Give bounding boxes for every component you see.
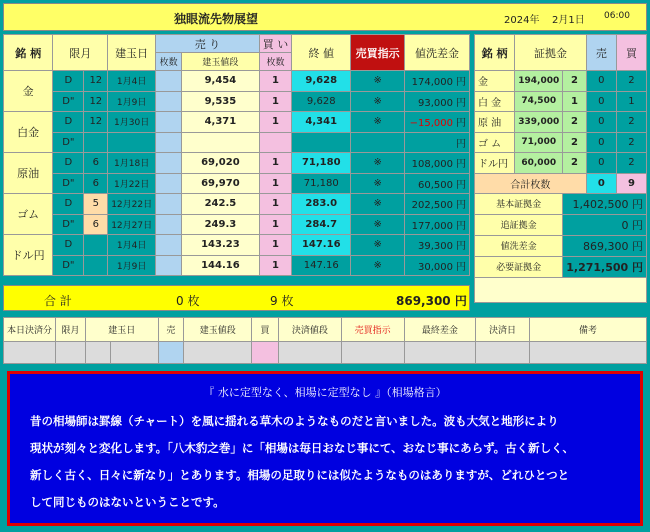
summary-value: 1,271,500 円 <box>563 256 647 277</box>
row-sell-count <box>156 255 182 276</box>
row-order: ※ <box>351 91 405 112</box>
summary-row <box>475 235 647 256</box>
row-order: ※ <box>351 235 405 256</box>
row-diff <box>405 132 470 153</box>
settle-header: 備考 <box>529 318 646 342</box>
side-total-sell: 0 <box>586 173 616 193</box>
side-total-label: 合計枚数 <box>475 173 587 193</box>
summary-label: 基本証拠金 <box>475 193 563 214</box>
row-date: 1月22日 <box>108 173 156 194</box>
side-header-margin: 証拠金 <box>515 35 587 71</box>
position-row <box>4 112 470 133</box>
row-close: 9,628 <box>292 71 351 92</box>
settle-header: 本日決済分 <box>4 318 56 342</box>
margin-sell: 0 <box>586 132 616 153</box>
row-diff-value: 30,000 <box>418 261 453 273</box>
row-price: 69,020 <box>182 153 260 174</box>
settle-cell[interactable] <box>252 342 279 364</box>
row-order: ※ <box>351 153 405 174</box>
row-type: D <box>53 235 84 256</box>
row-diff-unit: 円 <box>456 118 466 130</box>
row-type: D" <box>53 132 84 153</box>
row-close: 71,180 <box>292 153 351 174</box>
row-type: D" <box>53 91 84 112</box>
margin-brand: 原 油 <box>475 112 515 133</box>
row-sell-count <box>156 214 182 235</box>
margin-buy: 2 <box>616 71 646 92</box>
margin-brand: 金 <box>475 71 515 92</box>
side-header-buy: 買 <box>616 35 646 71</box>
row-type: D <box>53 194 84 215</box>
row-diff-value: 60,500 <box>418 179 453 191</box>
proverb-line: して同じものはないということです。 <box>30 495 225 509</box>
settle-header: 決済日 <box>476 318 530 342</box>
row-diff-value: 177,000 <box>411 220 453 232</box>
proverb-line: 現状が刻々と変化します。「八木豹之巻」に「相場は毎日おなじ事にて、おなじ事にあらず。古く新しく、 <box>30 441 574 455</box>
margin-buy: 1 <box>616 91 646 112</box>
margin-value: 71,000 <box>515 132 563 153</box>
row-buy-count: 1 <box>259 71 292 92</box>
row-diff-unit: 円 <box>456 241 466 253</box>
summary-value: 869,300 円 <box>563 235 647 256</box>
total-amount: 869,300 円 <box>396 294 467 308</box>
settlement-table <box>3 317 647 364</box>
row-diff-value: 93,000 <box>418 97 453 109</box>
margin-buy: 2 <box>616 112 646 133</box>
position-row <box>4 173 470 194</box>
row-date: 1月9日 <box>108 255 156 276</box>
row-close: 71,180 <box>292 173 351 194</box>
total-label: 合 計 <box>44 294 72 308</box>
row-type: D <box>53 153 84 174</box>
row-diff-value: −15,000 <box>409 118 453 130</box>
settle-cell[interactable] <box>56 342 86 364</box>
header-bar <box>3 3 647 31</box>
row-diff <box>405 112 470 133</box>
row-close: 147.16 <box>292 255 351 276</box>
position-row <box>4 153 470 174</box>
position-row <box>4 235 470 256</box>
row-type: D <box>53 71 84 92</box>
row-type: D" <box>53 173 84 194</box>
header-diff: 値洗差金 <box>405 35 470 71</box>
order-button[interactable]: 売買指示 <box>351 35 405 71</box>
header-price: 建玉値段 <box>182 53 260 71</box>
row-diff <box>405 235 470 256</box>
header-brand: 銘 柄 <box>4 35 53 71</box>
margin-row <box>475 132 647 153</box>
settle-cell[interactable] <box>529 342 646 364</box>
row-limit <box>84 255 108 276</box>
row-diff-value: 174,000 <box>411 77 453 89</box>
position-row <box>4 255 470 276</box>
row-buy-count: 1 <box>259 112 292 133</box>
row-order: ※ <box>351 255 405 276</box>
header-date: 2月1日 <box>552 15 585 26</box>
proverb-line: 新しく古く、日々に新なり」とあります。相場の足取りには似たようなものはありますが、どれひとつと <box>30 468 570 482</box>
row-diff <box>405 255 470 276</box>
settle-cell[interactable] <box>4 342 56 364</box>
row-close <box>292 132 351 153</box>
settle-cell[interactable] <box>110 342 158 364</box>
margin-sell: 0 <box>586 91 616 112</box>
row-type: D" <box>53 214 84 235</box>
row-date: 1月4日 <box>108 235 156 256</box>
row-diff <box>405 91 470 112</box>
row-close: 147.16 <box>292 235 351 256</box>
row-buy-count: 1 <box>259 91 292 112</box>
row-diff-unit: 円 <box>456 159 466 171</box>
row-sell-count <box>156 194 182 215</box>
settle-header: 最終差金 <box>404 318 476 342</box>
row-diff <box>405 173 470 194</box>
settle-header: 建玉日 <box>85 318 158 342</box>
margin-count: 2 <box>563 153 587 174</box>
row-limit: 6 <box>84 173 108 194</box>
row-price: 249.3 <box>182 214 260 235</box>
row-close: 9,628 <box>292 91 351 112</box>
side-header-brand: 銘 柄 <box>475 35 515 71</box>
summary-label: 値洗差金 <box>475 235 563 256</box>
row-order: ※ <box>351 194 405 215</box>
margin-value: 60,000 <box>515 153 563 174</box>
row-order: ※ <box>351 71 405 92</box>
row-diff-unit: 円 <box>456 97 466 109</box>
row-limit: 6 <box>84 153 108 174</box>
row-date: 1月4日 <box>108 71 156 92</box>
total-bar <box>3 285 470 311</box>
row-diff <box>405 153 470 174</box>
brand-name: 原油 <box>4 153 53 194</box>
row-price: 69,970 <box>182 173 260 194</box>
margin-brand: 白 金 <box>475 91 515 112</box>
proverb-title: 『 水に定型なく、相場に定型なし 』（相場格言） <box>203 386 447 399</box>
brand-name: 白金 <box>4 112 53 153</box>
row-price: 144.16 <box>182 255 260 276</box>
row-diff-unit: 円 <box>456 138 466 150</box>
margin-sell: 0 <box>586 112 616 133</box>
margin-count: 2 <box>563 132 587 153</box>
settle-header: 限月 <box>56 318 86 342</box>
brand-name: 金 <box>4 71 53 112</box>
header-sell: 売 り <box>156 35 260 53</box>
margin-count: 1 <box>563 91 587 112</box>
header-date: 建玉日 <box>108 35 156 71</box>
header-limit: 限月 <box>53 35 108 71</box>
row-price <box>182 132 260 153</box>
summary-label: 追証拠金 <box>475 214 563 235</box>
row-order: ※ <box>351 214 405 235</box>
margin-value: 74,500 <box>515 91 563 112</box>
position-row <box>4 214 470 235</box>
row-price: 4,371 <box>182 112 260 133</box>
row-buy-count: 1 <box>259 173 292 194</box>
margin-sell: 0 <box>586 153 616 174</box>
total-sell: 0 枚 <box>176 294 200 308</box>
position-row <box>4 132 470 153</box>
row-diff-unit: 円 <box>456 220 466 232</box>
row-buy-count: 1 <box>259 214 292 235</box>
position-row <box>4 71 470 92</box>
margin-sell: 0 <box>586 71 616 92</box>
row-limit: 12 <box>84 71 108 92</box>
margin-brand: ドル円 <box>475 153 515 174</box>
settle-header: 買 <box>252 318 279 342</box>
header-year: 2024年 <box>504 15 540 26</box>
row-price: 9,535 <box>182 91 260 112</box>
row-limit: 12 <box>84 91 108 112</box>
row-date: 12月27日 <box>108 214 156 235</box>
row-sell-count <box>156 235 182 256</box>
margin-row <box>475 91 647 112</box>
row-buy-count: 1 <box>259 153 292 174</box>
row-close: 283.0 <box>292 194 351 215</box>
brand-name: ゴム <box>4 194 53 235</box>
settle-header: 売買指示 <box>341 318 404 342</box>
header-buy: 買 い <box>259 35 292 53</box>
margin-count: 2 <box>563 112 587 133</box>
margin-row <box>475 112 647 133</box>
summary-label: 必要証拠金 <box>475 256 563 277</box>
row-diff-unit: 円 <box>456 261 466 273</box>
row-buy-count <box>259 132 292 153</box>
settle-header: 売 <box>158 318 184 342</box>
settle-cell[interactable] <box>158 342 184 364</box>
header-close: 終 値 <box>292 35 351 71</box>
row-date: 1月9日 <box>108 91 156 112</box>
row-order: ※ <box>351 173 405 194</box>
margin-row <box>475 71 647 92</box>
settle-cell[interactable] <box>341 342 404 364</box>
margin-brand: ゴ ム <box>475 132 515 153</box>
margin-buy: 2 <box>616 132 646 153</box>
row-limit <box>84 235 108 256</box>
row-diff <box>405 194 470 215</box>
row-sell-count <box>156 91 182 112</box>
settle-header: 決済値段 <box>278 318 341 342</box>
row-type: D" <box>53 255 84 276</box>
position-row <box>4 91 470 112</box>
row-diff-value: 108,000 <box>411 159 453 171</box>
header-sell-count: 枚数 <box>156 53 182 71</box>
header-time: 06:00 <box>604 11 630 21</box>
summary-row <box>475 256 647 277</box>
row-price: 242.5 <box>182 194 260 215</box>
margin-count: 2 <box>563 71 587 92</box>
total-buy: 9 枚 <box>270 294 294 308</box>
row-order <box>351 132 405 153</box>
row-limit: 6 <box>84 214 108 235</box>
margin-row <box>475 153 647 174</box>
row-diff <box>405 71 470 92</box>
row-sell-count <box>156 112 182 133</box>
row-limit: 5 <box>84 194 108 215</box>
summary-value: 1,402,500 円 <box>563 193 647 214</box>
header-buy-count: 枚数 <box>259 53 292 71</box>
row-diff-unit: 円 <box>456 200 466 212</box>
row-limit <box>84 132 108 153</box>
row-price: 9,454 <box>182 71 260 92</box>
side-header-sell: 売 <box>586 35 616 71</box>
row-buy-count: 1 <box>259 194 292 215</box>
margin-buy: 2 <box>616 153 646 174</box>
row-date: 12月22日 <box>108 194 156 215</box>
side-total-buy: 9 <box>616 173 646 193</box>
summary-row <box>475 193 647 214</box>
page-title: 独眼流先物展望 <box>174 12 259 26</box>
positions-table <box>3 34 470 276</box>
row-limit: 12 <box>84 112 108 133</box>
margin-table <box>474 34 647 303</box>
row-date: 1月18日 <box>108 153 156 174</box>
settle-cell[interactable] <box>278 342 341 364</box>
settle-cell[interactable] <box>85 342 110 364</box>
settle-cell[interactable] <box>476 342 530 364</box>
brand-name: ドル円 <box>4 235 53 276</box>
row-sell-count <box>156 153 182 174</box>
margin-value: 194,000 <box>515 71 563 92</box>
summary-value: 0 円 <box>563 214 647 235</box>
row-buy-count: 1 <box>259 255 292 276</box>
row-date: 1月30日 <box>108 112 156 133</box>
position-row <box>4 194 470 215</box>
row-diff-unit: 円 <box>456 179 466 191</box>
row-sell-count <box>156 71 182 92</box>
row-diff-unit: 円 <box>456 77 466 89</box>
row-close: 4,341 <box>292 112 351 133</box>
row-date <box>108 132 156 153</box>
row-close: 284.7 <box>292 214 351 235</box>
row-sell-count <box>156 132 182 153</box>
row-buy-count: 1 <box>259 235 292 256</box>
row-price: 143.23 <box>182 235 260 256</box>
proverb-panel <box>7 371 643 526</box>
row-diff-value: 202,500 <box>411 200 453 212</box>
side-blank <box>475 277 647 302</box>
settle-cell[interactable] <box>184 342 252 364</box>
row-order: ※ <box>351 112 405 133</box>
proverb-line: 昔の相場師は罫線（チャート）を風に揺れる草木のようなものだと言いました。波も大気と地形により <box>30 414 559 428</box>
row-sell-count <box>156 173 182 194</box>
row-diff-value: 39,300 <box>418 241 453 253</box>
settle-header: 建玉値段 <box>184 318 252 342</box>
settle-cell[interactable] <box>404 342 476 364</box>
margin-value: 339,000 <box>515 112 563 133</box>
summary-row <box>475 214 647 235</box>
row-type: D <box>53 112 84 133</box>
row-diff <box>405 214 470 235</box>
